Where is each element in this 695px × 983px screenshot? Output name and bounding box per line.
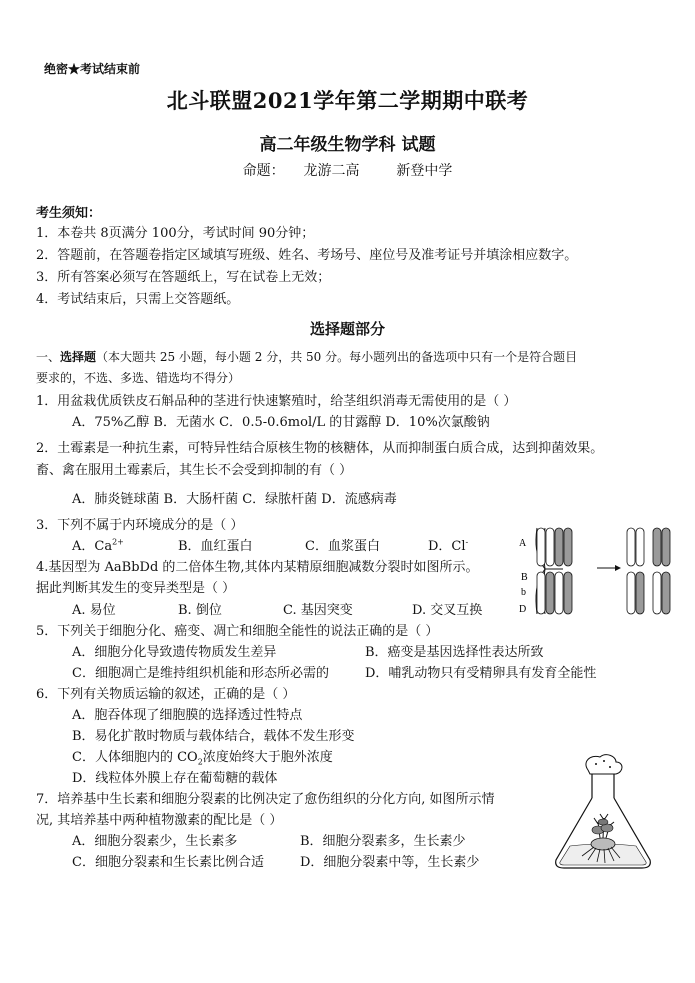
culture-flask-figure bbox=[548, 752, 660, 874]
q3-option-d: D．Cl- bbox=[428, 537, 469, 554]
q1-stem: 1．用盆栽优质铁皮石斛品种的茎进行快速繁殖时，给茎组织消毒无需使用的是（ ） bbox=[36, 394, 517, 409]
q5-option-c: C．细胞凋亡是维持组织机能和形态所必需的 bbox=[72, 666, 329, 681]
notice-item: 2．答题前，在答题卷指定区域填写班级、姓名、考场号、座位号及准考证号并填涂相应数字。 bbox=[36, 248, 578, 263]
q5-option-a: A．细胞分化导致遗传物质发生差异 bbox=[72, 645, 277, 660]
section-intro bbox=[36, 348, 577, 365]
q4-option-b: B. 倒位 bbox=[178, 603, 222, 618]
intro-prefix: 一、 bbox=[36, 350, 61, 364]
q6-option-b: B．易化扩散时物质与载体结合，载体不发生形变 bbox=[72, 729, 355, 744]
q3-stem: 3．下列不属于内环境成分的是（ ） bbox=[36, 518, 244, 533]
fig-label-b: b bbox=[521, 587, 526, 598]
q6-option-d: D．线粒体外膜上存在葡萄糖的载体 bbox=[72, 771, 278, 786]
q7-stem-1: 7．培养基中生长素和细胞分裂素的比例决定了愈伤组织的分化方向, 如图所示情 bbox=[36, 792, 495, 807]
q7-stem-2: 况, 其培养基中两种植物激素的配比是（ ） bbox=[36, 813, 283, 828]
notice-item: 3．所有答案必须写在答题纸上，写在试卷上无效； bbox=[36, 270, 331, 285]
q2-stem-2: 畜、禽在服用土霉素后，其生长不会受到抑制的有（ ） bbox=[36, 463, 353, 478]
q7-option-c: C．细胞分裂素和生长素比例合适 bbox=[72, 855, 264, 870]
setter-school-1: 龙游二高 bbox=[303, 163, 360, 179]
fig-label-D: D bbox=[519, 604, 527, 615]
section-intro-line2: 要求的，不选、多选、错选均不得分） bbox=[36, 371, 241, 385]
fig-label-B: B bbox=[521, 572, 528, 583]
q5-option-b: B．癌变是基因选择性表达所致 bbox=[365, 645, 544, 660]
notice-item: 1．本卷共 8页满分 100分，考试时间 90分钟； bbox=[36, 226, 315, 241]
setter-label: 命题： bbox=[242, 163, 285, 179]
q2-options: A．肺炎链球菌 B．大肠杆菌 C．绿脓杆菌 D．流感病毒 bbox=[72, 492, 397, 507]
q7-option-a: A．细胞分裂素少，生长素多 bbox=[72, 834, 238, 849]
q4-option-a: A. 易位 bbox=[72, 603, 116, 618]
q5-stem: 5．下列关于细胞分化、癌变、凋亡和细胞全能性的说法正确的是（ ） bbox=[36, 624, 439, 639]
setter-school-2: 新登中学 bbox=[396, 163, 453, 179]
chromosome-figure bbox=[515, 524, 680, 618]
confidential-mark: 绝密★考试结束前 bbox=[44, 62, 141, 76]
q4-stem-1: 4.基因型为 AaBbDd 的二倍体生物,其体内某精原细胞减数分裂时如图所示。 bbox=[36, 560, 479, 575]
intro-bold: 选择题 bbox=[60, 350, 97, 364]
q5-option-d: D．哺乳动物只有受精卵具有发育全能性 bbox=[365, 666, 597, 681]
q4-option-d: D. 交叉互换 bbox=[412, 603, 483, 618]
q4-stem-2: 据此判断其发生的变异类型是（ ） bbox=[36, 581, 236, 596]
fig-label-A: A bbox=[519, 538, 527, 549]
q1-options: A．75%乙醇 B．无菌水 C．0.5-0.6mol/L 的甘露醇 D．10%次氯酸钠 bbox=[72, 415, 490, 430]
q4-option-c: C. 基因突变 bbox=[283, 603, 353, 618]
q3-option-c: C．血浆蛋白 bbox=[305, 539, 380, 554]
q2-stem-1: 2．土霉素是一种抗生素，可特异性结合原核生物的核糖体，从而抑制蛋白质合成，达到抑菌效果。 bbox=[36, 441, 604, 456]
q3-option-b: B．血红蛋白 bbox=[178, 539, 253, 554]
q6-option-c: C．人体细胞内的 $CO_2$浓度始终大于胞外浓度 bbox=[72, 750, 333, 767]
q6-option-a: A．胞吞体现了细胞膜的选择透过性特点 bbox=[72, 708, 303, 723]
q7-option-b: B．细胞分裂素多，生长素少 bbox=[300, 834, 466, 849]
notice-heading: 考生须知： bbox=[36, 206, 102, 221]
section-title: 选择题部分 bbox=[309, 320, 385, 338]
exam-subtitle: 高二年级生物学科 试题 bbox=[259, 135, 436, 155]
q3-option-a: A．$Ca^{2+}$ bbox=[72, 537, 124, 554]
q6-stem: 6．下列有关物质运输的叙述，正确的是（ ） bbox=[36, 687, 296, 702]
q7-option-d: D．细胞分裂素中等，生长素少 bbox=[300, 855, 480, 870]
notice-item: 4．考试结束后，只需上交答题纸。 bbox=[36, 292, 240, 307]
question-setter bbox=[0, 160, 695, 180]
intro-rest: （本大题共 25 小题，每小题 2 分，共 50 分。每小题列出的备选项中只有一个是符合题目 bbox=[96, 350, 578, 364]
exam-title: 北斗联盟2021学年第二学期期中联考 bbox=[166, 88, 529, 113]
